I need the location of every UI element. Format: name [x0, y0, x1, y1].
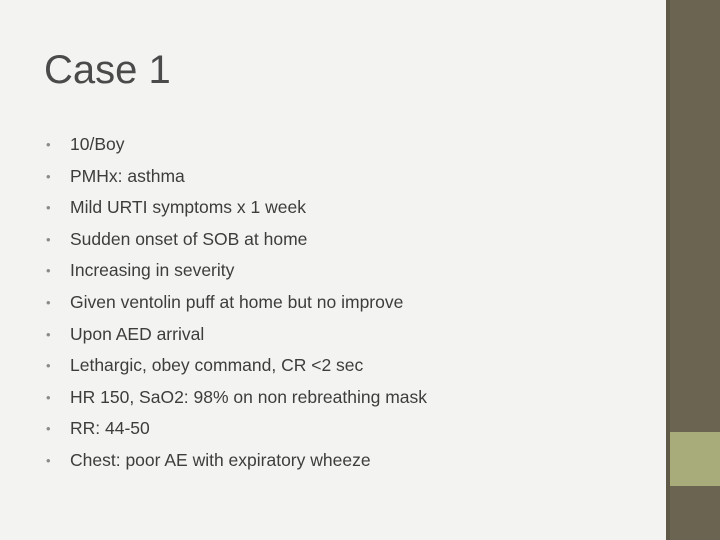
- bullet-text: Given ventolin puff at home but no improve: [70, 291, 404, 312]
- bullet-text: Sudden onset of SOB at home: [70, 228, 308, 249]
- bullet-dot-icon: •: [46, 294, 51, 310]
- slide-title: Case 1: [44, 48, 171, 92]
- bullet-text: Increasing in severity: [70, 260, 235, 281]
- bullet-dot-icon: •: [46, 200, 51, 216]
- bullet-text: Chest: poor AE with expiratory wheeze: [70, 449, 371, 470]
- bullet-dot-icon: •: [46, 137, 51, 152]
- bullet-text: Mild URTI symptoms x 1 week: [70, 197, 306, 218]
- bullet-text: 10/Boy: [70, 134, 125, 154]
- side-accent-block: [670, 432, 720, 486]
- bullet-dot-icon: •: [46, 168, 51, 184]
- bullet-text: PMHx: asthma: [70, 165, 185, 186]
- bullet-dot-icon: •: [46, 263, 51, 279]
- bullet-dot-icon: •: [46, 389, 51, 405]
- bullet-dot-icon: •: [46, 452, 51, 468]
- bullet-dot-icon: •: [46, 231, 51, 247]
- bullet-text: RR: 44-50: [70, 418, 150, 439]
- bullet-text: HR 150, SaO2: 98% on non rebreathing mask: [70, 386, 428, 407]
- bullet-text: Lethargic, obey command, CR <2 sec: [70, 355, 364, 376]
- bullet-text: Upon AED arrival: [70, 323, 205, 344]
- bullet-dot-icon: •: [46, 326, 51, 342]
- bullet-dot-icon: •: [46, 421, 51, 437]
- bullet-dot-icon: •: [46, 358, 51, 374]
